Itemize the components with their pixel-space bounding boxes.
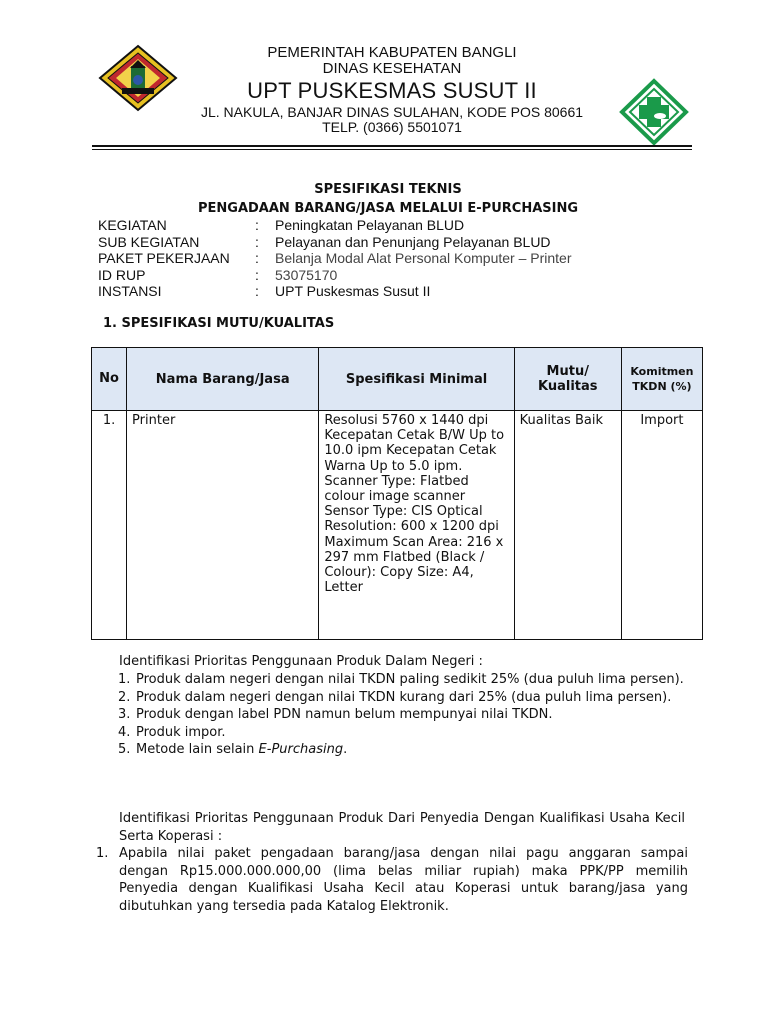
info-value: Pelayanan dan Penunjang Pelayanan BLUD (275, 233, 551, 250)
header-no: No (92, 348, 127, 411)
letterhead-institution: UPT PUSKESMAS SUSUT II (247, 78, 537, 103)
list-text: Produk dalam negeri dengan nilai TKDN paling sedikit 25% (dua puluh lima persen). (136, 672, 684, 687)
info-value: 53075170 (275, 266, 338, 283)
cell-no: 1. (92, 411, 127, 640)
cell-spec: Resolusi 5760 x 1440 dpi Kecepatan Cetak B/W Up to 10.0 ipm Kecepatan Cetak Warna Up to 5.0 ipm. Scanner Type: Flatbed colour image scanner Sensor Type: CIS Optical Resolution: 600 x 1200 dpi Maximum Scan Area: 216 x 297 mm Flatbed (Black / Colour): Copy Size: A4, Letter (319, 411, 514, 640)
info-colon: : (255, 266, 259, 283)
puskesmas-logo-icon (618, 78, 690, 146)
info-label: KEGIATAN (98, 217, 167, 233)
letterhead-agency: DINAS KESEHATAN (322, 60, 462, 77)
info-label: INSTANSI (98, 283, 162, 299)
info-label: SUB KEGIATAN (98, 233, 200, 250)
info-value: Belanja Modal Alat Personal Komputer – Printer (275, 250, 572, 266)
ukm-intro: Identifikasi Prioritas Penggunaan Produk Dari Penyedia Dengan Kualifikasi Usaha Kecil Serta Koperasi : (119, 811, 685, 844)
list-number: 5. (118, 742, 131, 757)
list-number: 2. (118, 689, 131, 705)
spec-table (91, 347, 703, 640)
list-text-emphasis: E-Purchasing (258, 742, 344, 757)
list-text: Produk dengan label PDN namun belum mempunyai nilai TKDN. (136, 707, 553, 722)
info-colon: : (255, 233, 259, 250)
list-item (118, 706, 688, 724)
pdn-list (118, 671, 688, 759)
cell-mutu: Kualitas Baik (514, 411, 621, 640)
list-number: 3. (118, 707, 131, 722)
letterhead-phone: TELP. (0366) 5501071 (322, 119, 462, 135)
cell-nama: Printer (127, 411, 319, 640)
pdn-intro: Identifikasi Prioritas Penggunaan Produk Dalam Negeri : (119, 654, 483, 669)
header-mutu: Mutu/ Kualitas (514, 348, 621, 411)
header-nama: Nama Barang/Jasa (127, 348, 319, 411)
ukm-list (96, 845, 688, 915)
info-value: Peningkatan Pelayanan BLUD (275, 217, 465, 233)
letterhead-address: JL. NAKULA, BANJAR DINAS SULAHAN, KODE POS 80661 (200, 104, 584, 120)
info-colon: : (255, 283, 259, 299)
document-subtitle: PENGADAAN BARANG/JASA MELALUI E-PURCHASING (197, 201, 579, 216)
list-number: 4. (118, 724, 131, 740)
list-item (96, 845, 688, 915)
list-text-suffix: . (343, 742, 348, 757)
list-text-prefix: Metode lain selain (136, 742, 259, 757)
list-item (118, 724, 688, 742)
table-header-row (92, 348, 703, 411)
list-item (118, 689, 688, 707)
list-text: Produk dalam negeri dengan nilai TKDN kurang dari 25% (dua puluh lima persen). (136, 689, 672, 705)
info-value: UPT Puskesmas Susut II (275, 283, 431, 299)
info-colon: : (255, 250, 259, 266)
letterhead-government: PEMERINTAH KABUPATEN BANGLI (267, 44, 517, 61)
section-heading: 1. SPESIFIKASI MUTU/KUALITAS (103, 316, 335, 331)
list-number: 1. (118, 672, 131, 687)
letterhead-rule-thin (92, 149, 692, 150)
list-item (118, 741, 688, 759)
info-label: PAKET PEKERJAAN (98, 250, 230, 266)
cell-tkdn: Import (621, 411, 702, 640)
list-text: Produk impor. (136, 724, 226, 740)
table-row (92, 411, 703, 640)
letterhead-rule-thick (92, 145, 692, 147)
info-label: ID RUP (98, 266, 146, 283)
document-title: SPESIFIKASI TEKNIS (314, 182, 462, 197)
header-spec: Spesifikasi Minimal (319, 348, 514, 411)
list-text: Apabila nilai paket pengadaan barang/jasa dengan nilai pagu anggaran sampai dengan Rp15.000.000.000,00 (lima belas miliar rupiah) maka PPK/PP memilih Penyedia dengan Kualifikasi Usaha Kecil atau Koperasi untuk barang/jasa yang dibutuhkan yang tersedia pada Katalog Elektronik. (119, 846, 688, 914)
list-number: 1. (96, 846, 109, 861)
header-tkdn: Komitmen TKDN (%) (621, 348, 702, 411)
info-colon: : (255, 217, 259, 233)
list-item (118, 671, 688, 689)
